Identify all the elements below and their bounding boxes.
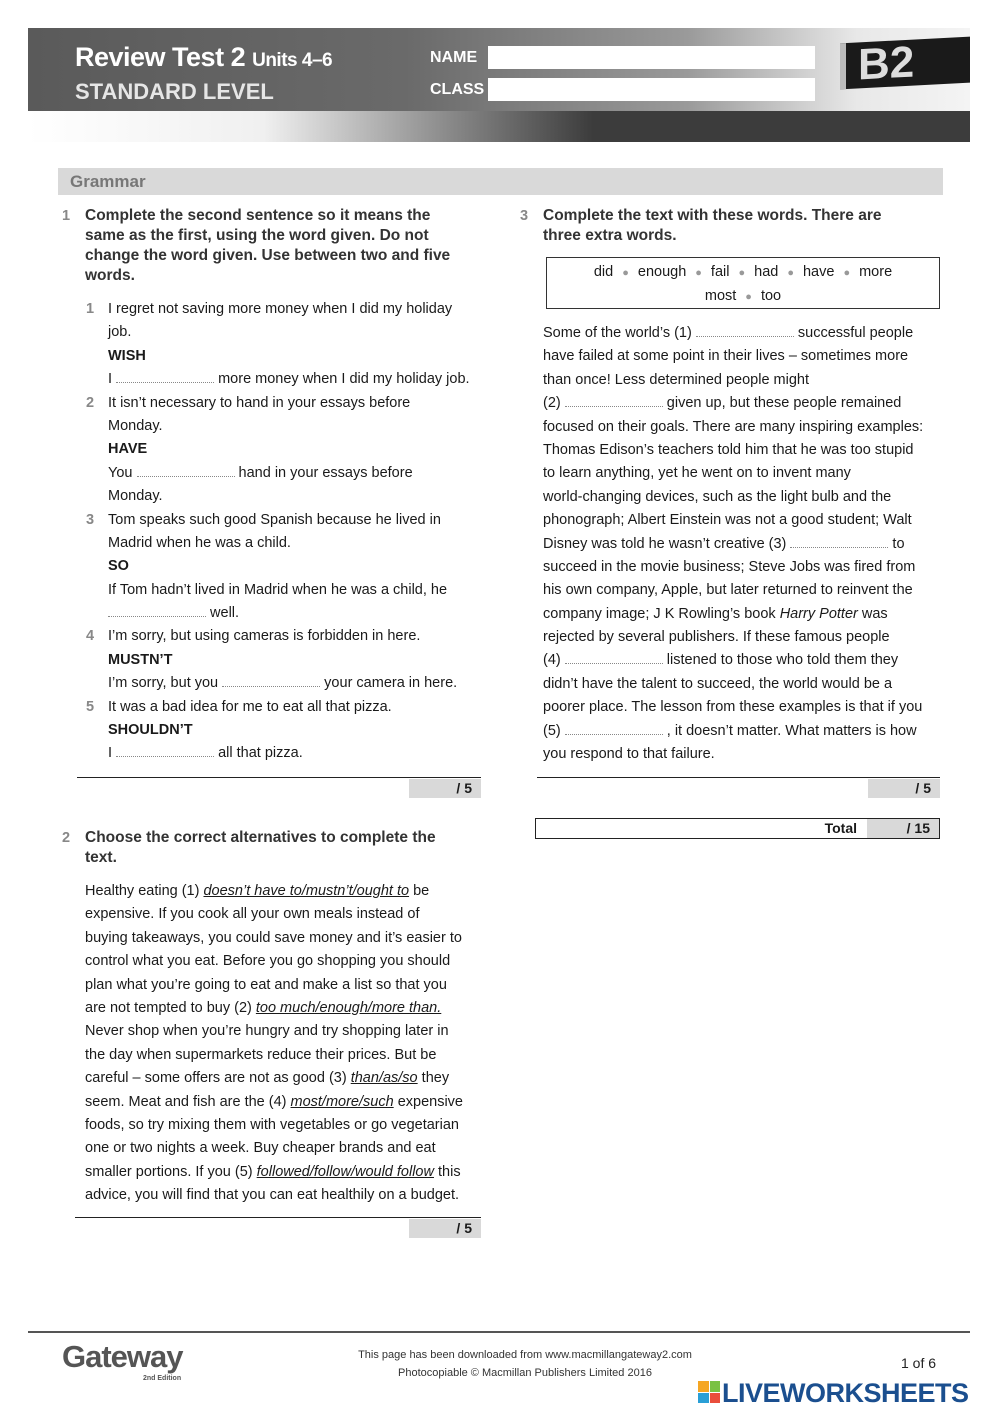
liveworksheets-watermark: LIVEWORKSHEETS	[722, 1378, 969, 1408]
answer-blank[interactable]	[222, 675, 320, 687]
alternatives-option: doesn’t have to/mustn’t/ought to	[203, 883, 410, 899]
text-segment: (5)	[543, 722, 565, 739]
heading-line: three extra words.	[543, 227, 677, 244]
answer-blank[interactable]	[565, 395, 663, 407]
text-segment: Never shop when you’re hungry and try shopping later in	[85, 1023, 449, 1040]
answer-blank[interactable]	[116, 745, 214, 757]
text-segment: than once! Less determined people might	[543, 371, 810, 388]
answer-blank[interactable]	[116, 371, 214, 383]
item-number: 1	[86, 301, 95, 317]
heading-line: change the word given. Use between two and five	[85, 247, 451, 264]
alternatives-option: followed/follow/would follow	[256, 1163, 434, 1180]
test-title	[75, 42, 332, 76]
bullet-icon: ●	[787, 267, 794, 279]
answer-blank[interactable]	[565, 723, 663, 735]
text-line	[108, 509, 470, 532]
text-segment: expensive	[393, 1093, 463, 1110]
q1-item	[86, 625, 470, 695]
text-line	[543, 556, 923, 579]
text-segment: I’m sorry, but you	[108, 675, 223, 692]
footer-rule	[28, 1331, 970, 1333]
text-line	[85, 880, 463, 903]
header-stripe	[28, 111, 970, 142]
keyword: MUSTN’T	[108, 651, 173, 668]
text-line	[85, 1184, 463, 1207]
bullet-icon: ●	[738, 267, 746, 279]
text-segment: one or two nights a week. Buy cheaper brands and eat	[85, 1140, 436, 1157]
text-segment: seem. Meat and fish are the (4)	[85, 1093, 291, 1110]
text-segment: Monday.	[108, 417, 163, 434]
word-bank-word: did	[593, 264, 614, 280]
heading-line: Choose the correct alternatives to complete the	[85, 829, 436, 846]
word-bank-word: more	[859, 264, 893, 280]
alternatives-option: most/more/such	[290, 1093, 394, 1110]
q1-score: / 5	[409, 779, 481, 798]
text-line	[85, 1067, 463, 1090]
q1-item	[86, 392, 470, 509]
text-segment: successful people	[793, 325, 914, 341]
text-segment: Thomas Edison’s teachers told him that he was too stupid	[543, 441, 914, 458]
text-line	[543, 416, 923, 439]
total-label: Total	[824, 820, 857, 836]
text-segment: foods, so try mixing them with vegetables or go vegetarian	[85, 1116, 459, 1133]
item-number: 5	[86, 698, 95, 715]
text-line	[108, 321, 470, 344]
text-segment: I	[108, 745, 117, 762]
text-segment: to	[888, 535, 905, 552]
bullet-icon: ●	[695, 267, 702, 279]
text-line	[85, 950, 463, 973]
text-line	[543, 649, 923, 672]
total-box	[535, 818, 940, 839]
text-line	[543, 696, 923, 719]
text-line	[108, 696, 470, 719]
text-line	[108, 438, 470, 461]
text-segment: (2)	[543, 395, 565, 412]
word-bank-word: too	[760, 288, 782, 304]
name-label: NAME	[430, 49, 478, 66]
text-segment: the day when supermarkets reduce their prices. But be	[85, 1046, 437, 1063]
text-segment: given up, but these people remained	[662, 395, 902, 412]
answer-blank[interactable]	[137, 465, 235, 477]
name-field[interactable]	[488, 46, 815, 69]
text-line	[543, 509, 923, 532]
text-segment: company image; J K Rowling’s book	[543, 605, 780, 622]
text-line	[108, 649, 470, 672]
text-line	[108, 579, 470, 602]
text-line	[85, 1161, 463, 1184]
divider	[537, 777, 940, 778]
text-segment: poorer place. The lesson from these examples is that if you	[543, 699, 923, 716]
text-segment: I regret not saving more money when I did my holiday	[108, 301, 453, 317]
q2-number: 2	[62, 830, 71, 846]
word-bank	[546, 257, 940, 309]
answer-blank[interactable]	[108, 605, 206, 617]
total-score: / 15	[867, 819, 939, 838]
text-line	[543, 743, 923, 766]
answer-blank[interactable]	[565, 652, 663, 664]
heading-line: text.	[85, 849, 117, 866]
text-line	[85, 1114, 463, 1137]
text-segment: phonograph; Albert Einstein was not a good student; Walt	[543, 512, 912, 529]
text-segment: be	[409, 883, 430, 899]
text-line	[108, 625, 470, 648]
text-segment: this	[433, 1163, 461, 1180]
text-segment: to learn anything, yet he went on to invent many	[543, 465, 851, 482]
text-line	[543, 392, 923, 415]
text-line	[108, 345, 470, 368]
text-segment: your camera in here.	[320, 675, 458, 692]
text-line	[108, 392, 470, 415]
heading-line: words.	[85, 267, 135, 284]
divider	[77, 777, 481, 778]
text-segment: advice, you will find that you can eat healthily on a budget.	[85, 1187, 460, 1204]
edition-label: 2nd Edition	[143, 1375, 182, 1382]
text-line	[108, 462, 470, 485]
text-line	[85, 1137, 463, 1160]
liveworksheets-icon	[698, 1381, 720, 1403]
text-segment: focused on their goals. There are many inspiring examples:	[543, 418, 924, 435]
text-segment: expensive. If you cook all your own meals instead of	[85, 906, 420, 923]
q3-text	[543, 322, 923, 766]
text-line	[543, 369, 923, 392]
word-bank-word: had	[754, 264, 779, 280]
text-segment: all that pizza.	[214, 745, 303, 762]
answer-blank[interactable]	[696, 325, 794, 337]
text-segment: rejected by several publishers. If these famous people	[543, 629, 890, 646]
text-segment: If Tom hadn’t lived in Madrid when he was a child, he	[108, 581, 448, 598]
text-line	[85, 927, 463, 950]
keyword: WISH	[108, 347, 146, 364]
item-number: 3	[86, 511, 95, 528]
text-line	[108, 672, 470, 695]
q1-item	[86, 509, 470, 626]
text-segment: well.	[206, 605, 240, 622]
heading-line: Complete the second sentence so it means the	[85, 207, 431, 224]
item-number: 4	[86, 628, 95, 645]
q2-text	[85, 880, 463, 1207]
q1-heading	[85, 206, 450, 286]
q1-items	[86, 298, 470, 766]
text-segment: hand in your essays before	[234, 464, 413, 481]
text-segment: job.	[108, 324, 132, 341]
text-segment: succeed in the movie business; Steve Jobs was fired from	[543, 558, 916, 575]
text-segment: It isn’t necessary to hand in your essays before	[108, 394, 411, 411]
word-bank-row	[547, 261, 939, 285]
text-segment: careful – some offers are not as good (3)	[85, 1070, 351, 1087]
word-bank-word: have	[802, 264, 835, 280]
text-line	[108, 485, 470, 508]
q3-number: 3	[520, 208, 529, 224]
text-segment: Healthy eating (1)	[85, 883, 204, 899]
text-line	[543, 462, 923, 485]
text-segment: I’m sorry, but using cameras is forbidden in here.	[108, 628, 421, 645]
text-segment: are not tempted to buy (2)	[85, 999, 256, 1016]
text-line	[85, 1091, 463, 1114]
download-note: This page has been downloaded from www.macmillangateway2.com	[358, 1349, 692, 1361]
q3-score: / 5	[868, 779, 940, 798]
answer-blank[interactable]	[790, 536, 888, 548]
italic-title: Harry Potter	[779, 605, 858, 622]
text-line	[543, 486, 923, 509]
text-segment: smaller portions. If you (5)	[85, 1163, 257, 1180]
q1-item	[86, 696, 470, 766]
text-segment: control what you eat. Before you go shopping you should	[85, 953, 451, 970]
text-line	[85, 1044, 463, 1067]
text-segment: , it doesn’t matter. What matters is how	[662, 722, 917, 739]
text-segment: It was a bad idea for me to eat all that pizza.	[108, 698, 392, 715]
level-badge: B2	[840, 37, 970, 90]
text-segment: they	[417, 1070, 450, 1087]
gateway-logo: Gateway	[62, 1339, 183, 1374]
text-segment: I	[108, 371, 117, 388]
q1-item	[86, 298, 470, 392]
text-line	[543, 720, 923, 743]
section-title: Grammar	[58, 168, 943, 195]
heading-line: same as the first, using the word given. Do not	[85, 227, 429, 244]
alternatives-option: than/as/so	[350, 1070, 418, 1087]
text-line	[85, 974, 463, 997]
level-text: STANDARD LEVEL	[75, 79, 274, 104]
text-segment: (4)	[543, 652, 565, 669]
keyword: SHOULDN’T	[108, 722, 193, 739]
divider	[75, 1217, 481, 1218]
class-label: CLASS	[430, 81, 485, 98]
title-text: Review Test 2	[75, 42, 246, 72]
q2-score: / 5	[409, 1219, 481, 1238]
q1-number: 1	[62, 208, 71, 224]
word-bank-word: fail	[710, 264, 730, 280]
text-line	[543, 345, 923, 368]
text-segment: Tom speaks such good Spanish because he lived in	[108, 511, 441, 528]
bullet-icon: ●	[622, 267, 629, 279]
q2-heading	[85, 828, 436, 868]
text-line	[108, 415, 470, 438]
text-line	[85, 997, 463, 1020]
text-line	[543, 439, 923, 462]
text-line	[85, 1020, 463, 1043]
text-line	[543, 603, 923, 626]
text-line	[543, 322, 923, 345]
text-segment: Disney was told he wasn’t creative (3)	[543, 535, 791, 552]
text-segment: Monday.	[108, 488, 163, 505]
word-bank-word: most	[704, 288, 737, 304]
bullet-icon: ●	[745, 291, 752, 303]
text-line	[108, 555, 470, 578]
text-segment: plan what you’re going to eat and make a list so that you	[85, 976, 447, 993]
text-segment: You	[108, 464, 137, 481]
text-line	[543, 533, 923, 556]
text-segment: Some of the world’s (1)	[543, 325, 696, 341]
alternatives-option: too much/enough/more than.	[255, 999, 442, 1016]
text-segment: didn’t have the talent to succeed, the world would be a	[543, 675, 893, 692]
text-segment: more money when I did my holiday job.	[214, 371, 470, 388]
class-field[interactable]	[488, 78, 815, 101]
units-text: Units 4–6	[252, 50, 333, 71]
page-number: 1 of 6	[901, 1355, 937, 1371]
text-segment: you respond to that failure.	[543, 746, 715, 763]
word-bank-row	[547, 285, 939, 309]
text-line	[108, 742, 470, 765]
copyright-note: Photocopiable © Macmillan Publishers Limited 2016	[398, 1367, 652, 1379]
text-line	[108, 532, 470, 555]
keyword: SO	[108, 558, 129, 575]
heading-line: Complete the text with these words. There are	[543, 207, 882, 224]
bullet-icon: ●	[843, 267, 851, 279]
text-segment: listened to those who told them they	[662, 652, 899, 669]
text-line	[108, 602, 470, 625]
text-line	[108, 719, 470, 742]
text-segment: have failed at some point in their lives – sometimes more	[543, 348, 909, 365]
text-line	[543, 579, 923, 602]
keyword: HAVE	[108, 441, 148, 458]
text-line	[85, 903, 463, 926]
text-line	[543, 673, 923, 696]
q3-heading	[543, 206, 882, 246]
text-line	[108, 298, 470, 321]
item-number: 2	[86, 394, 95, 411]
text-segment: was	[857, 605, 888, 622]
text-segment: his own company, Apple, but later returned to reinvent the	[543, 582, 913, 599]
word-bank-word: enough	[637, 264, 687, 280]
text-line	[108, 368, 470, 391]
text-segment: Madrid when he was a child.	[108, 534, 291, 551]
text-segment: world-changing devices, such as the light bulb and the	[543, 488, 892, 505]
text-segment: buying takeaways, you could save money and it’s easier to	[85, 929, 462, 946]
text-line	[543, 626, 923, 649]
